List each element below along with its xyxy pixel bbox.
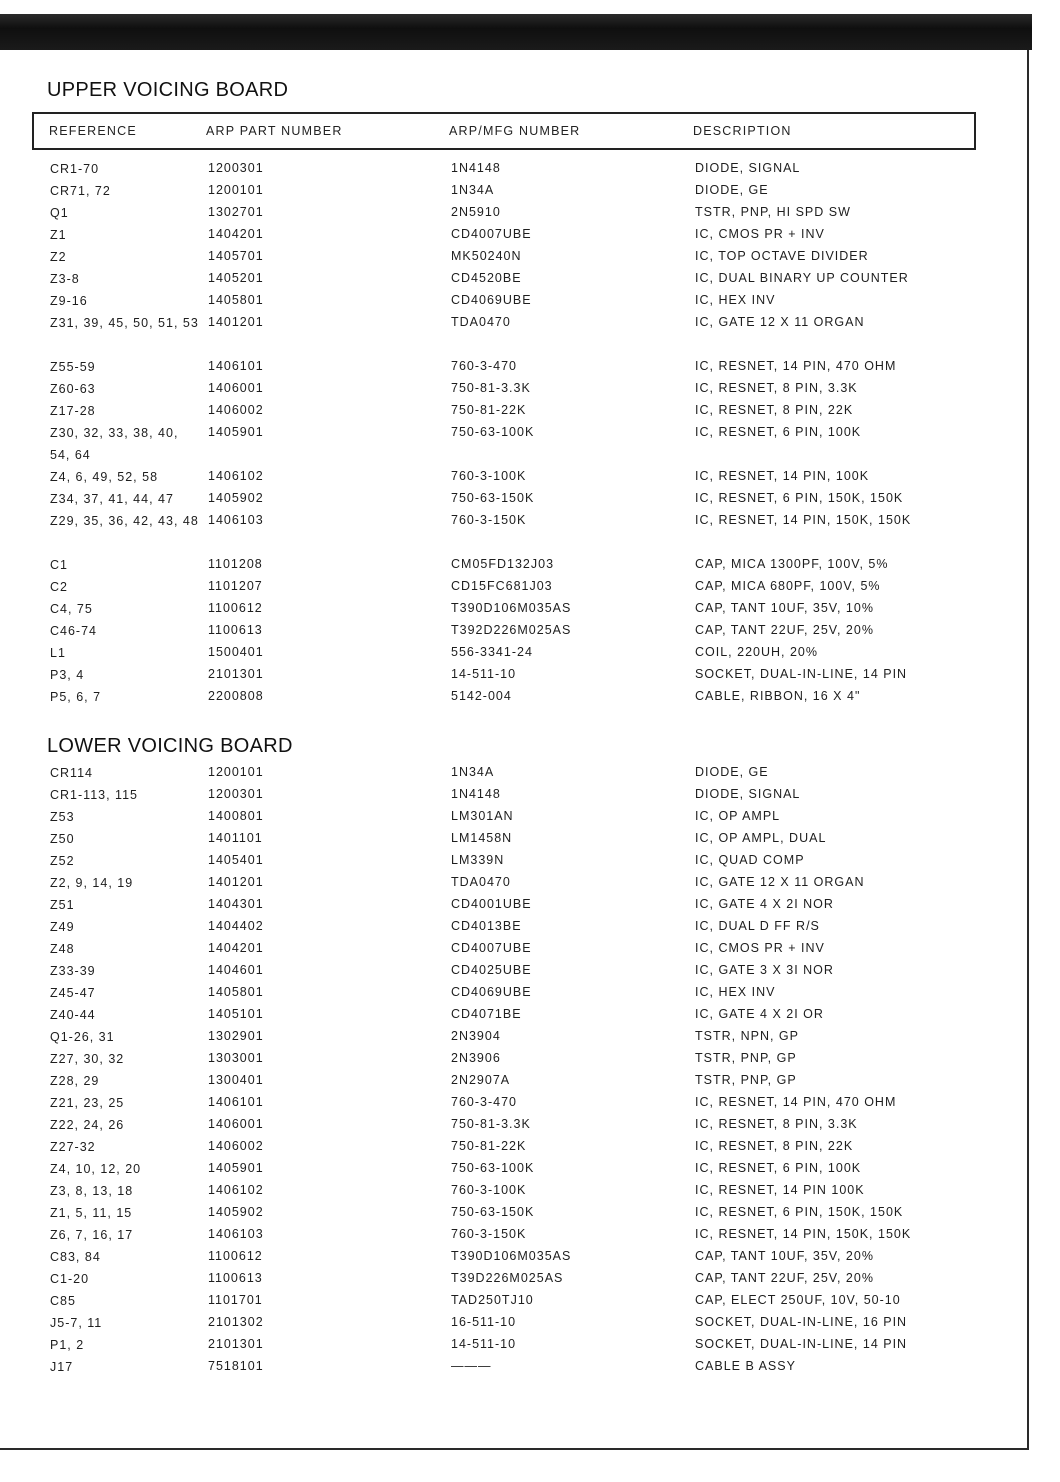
cell-reference: Z55-59	[50, 360, 96, 374]
table-row	[0, 665, 1060, 687]
cell-reference: Z3-8	[50, 272, 80, 286]
cell-mfg-number: CD4520BE	[451, 271, 522, 285]
cell-reference: L1	[50, 646, 66, 660]
cell-reference: Z22, 24, 26	[50, 1118, 125, 1132]
cell-reference: C1-20	[50, 1272, 90, 1286]
cell-mfg-number: TDA0470	[451, 875, 511, 889]
cell-description: IC, RESNET, 6 PIN, 150K, 150K	[695, 491, 904, 505]
header-reference: REFERENCE	[49, 124, 137, 138]
table-row	[0, 357, 1060, 379]
cell-description: IC, CMOS PR + INV	[695, 227, 825, 241]
cell-arp-part-number: 1404402	[208, 919, 264, 933]
table-row	[0, 577, 1060, 599]
cell-reference: Z33-39	[50, 964, 96, 978]
cell-description: IC, RESNET, 6 PIN, 100K	[695, 425, 862, 439]
cell-description: IC, RESNET, 6 PIN, 100K	[695, 1161, 862, 1175]
cell-arp-part-number: 1406001	[208, 381, 264, 395]
cell-description: IC, RESNET, 8 PIN, 22K	[695, 1139, 854, 1153]
cell-arp-part-number: 1405101	[208, 1007, 264, 1021]
cell-reference: P3, 4	[50, 668, 85, 682]
cell-arp-part-number: 1404601	[208, 963, 264, 977]
cell-description: TSTR, NPN, GP	[695, 1029, 799, 1043]
cell-arp-part-number: 1406002	[208, 403, 264, 417]
cell-description: IC, OP AMPL, DUAL	[695, 831, 827, 845]
cell-description: CAP, TANT 10UF, 35V, 20%	[695, 1249, 874, 1263]
table-row	[0, 1071, 1060, 1093]
table-row	[0, 621, 1060, 643]
table-row	[0, 851, 1060, 873]
cell-mfg-number: LM1458N	[451, 831, 513, 845]
cell-arp-part-number: 1300401	[208, 1073, 264, 1087]
cell-description: CABLE, RIBBON, 16 X 4"	[695, 689, 861, 703]
table-row	[0, 643, 1060, 665]
cell-description: IC, GATE 3 X 3I NOR	[695, 963, 834, 977]
cell-reference: Z2	[50, 250, 67, 264]
cell-description: IC, RESNET, 14 PIN 100K	[695, 1183, 865, 1197]
cell-mfg-number: CM05FD132J03	[451, 557, 555, 571]
cell-arp-part-number: 1406002	[208, 1139, 264, 1153]
cell-description: CABLE B ASSY	[695, 1359, 796, 1373]
cell-mfg-number: TAD250TJ10	[451, 1293, 534, 1307]
cell-description: CAP, MICA 680PF, 100V, 5%	[695, 579, 881, 593]
cell-mfg-number: CD4071BE	[451, 1007, 522, 1021]
table-row	[0, 1005, 1060, 1027]
cell-reference: P1, 2	[50, 1338, 85, 1352]
page-bottom-border	[0, 1448, 1029, 1450]
cell-mfg-number: CD4007UBE	[451, 227, 532, 241]
table-row	[0, 1181, 1060, 1203]
cell-description: IC, GATE 12 X 11 ORGAN	[695, 315, 865, 329]
cell-mfg-number: CD4013BE	[451, 919, 522, 933]
table-row	[0, 1203, 1060, 1225]
cell-mfg-number: 1N34A	[451, 765, 495, 779]
cell-description: IC, QUAD COMP	[695, 853, 805, 867]
cell-arp-part-number: 1200101	[208, 183, 264, 197]
cell-arp-part-number: 1405701	[208, 249, 264, 263]
cell-mfg-number: 1N4148	[451, 161, 501, 175]
table-row	[0, 269, 1060, 291]
cell-arp-part-number: 1401201	[208, 315, 264, 329]
cell-mfg-number: 760-3-100K	[451, 1183, 527, 1197]
cell-reference: Z49	[50, 920, 75, 934]
cell-mfg-number: 760-3-100K	[451, 469, 527, 483]
cell-reference: Z2, 9, 14, 19	[50, 876, 134, 890]
cell-arp-part-number: 1406101	[208, 359, 264, 373]
cell-reference: CR71, 72	[50, 184, 111, 198]
cell-mfg-number: 750-81-3.3K	[451, 1117, 531, 1131]
cell-description: CAP, ELECT 250UF, 10V, 50-10	[695, 1293, 901, 1307]
cell-arp-part-number: 1100613	[208, 1271, 263, 1285]
cell-arp-part-number: 1406102	[208, 469, 264, 483]
cell-mfg-number: 750-63-100K	[451, 1161, 535, 1175]
cell-arp-part-number: 1200301	[208, 161, 264, 175]
cell-reference: Z31, 39, 45, 50, 51, 53	[50, 316, 199, 330]
table-row	[0, 961, 1060, 983]
cell-reference: Z53	[50, 810, 75, 824]
cell-arp-part-number: 1405901	[208, 1161, 264, 1175]
table-row	[0, 1225, 1060, 1247]
cell-arp-part-number: 1405901	[208, 425, 264, 439]
cell-reference: Z51	[50, 898, 75, 912]
table-row	[0, 1247, 1060, 1269]
cell-arp-part-number: 2101301	[208, 667, 264, 681]
table-row	[0, 687, 1060, 709]
table-row	[0, 1093, 1060, 1115]
cell-reference: Z60-63	[50, 382, 96, 396]
table-row	[0, 873, 1060, 895]
cell-mfg-number: 556-3341-24	[451, 645, 533, 659]
cell-mfg-number: 14-511-10	[451, 1337, 517, 1351]
cell-reference: Z1, 5, 11, 15	[50, 1206, 133, 1220]
cell-reference: Z52	[50, 854, 75, 868]
cell-mfg-number: T390D106M035AS	[451, 601, 572, 615]
cell-mfg-number: LM301AN	[451, 809, 514, 823]
cell-description: CAP, TANT 22UF, 25V, 20%	[695, 623, 874, 637]
table-row	[0, 225, 1060, 247]
cell-arp-part-number: 1406001	[208, 1117, 264, 1131]
cell-mfg-number: 760-3-150K	[451, 1227, 527, 1241]
cell-description: SOCKET, DUAL-IN-LINE, 16 PIN	[695, 1315, 908, 1329]
cell-description: IC, HEX INV	[695, 293, 776, 307]
cell-arp-part-number: 1302701	[208, 205, 264, 219]
cell-reference: C2	[50, 580, 68, 594]
cell-reference: Z40-44	[50, 1008, 96, 1022]
upper-parts-list	[0, 159, 1060, 709]
cell-reference: Z34, 37, 41, 44, 47	[50, 492, 174, 506]
table-row	[0, 1291, 1060, 1313]
cell-mfg-number: CD4007UBE	[451, 941, 532, 955]
table-row	[0, 785, 1060, 807]
table-row	[0, 1115, 1060, 1137]
cell-mfg-number: ———	[451, 1359, 492, 1373]
cell-reference: Z3, 8, 13, 18	[50, 1184, 134, 1198]
cell-reference: C85	[50, 1294, 76, 1308]
table-row	[0, 291, 1060, 313]
cell-description: IC, RESNET, 6 PIN, 150K, 150K	[695, 1205, 904, 1219]
cell-mfg-number: 1N34A	[451, 183, 495, 197]
table-row	[0, 1159, 1060, 1181]
cell-reference: CR1-70	[50, 162, 100, 176]
table-row	[0, 763, 1060, 785]
cell-description: TSTR, PNP, HI SPD SW	[695, 205, 851, 219]
cell-reference: Z48	[50, 942, 75, 956]
cell-description: DIODE, SIGNAL	[695, 161, 801, 175]
cell-arp-part-number: 1405801	[208, 985, 264, 999]
cell-description: IC, GATE 12 X 11 ORGAN	[695, 875, 865, 889]
cell-mfg-number: LM339N	[451, 853, 505, 867]
table-row	[0, 829, 1060, 851]
cell-mfg-number: 750-63-150K	[451, 1205, 535, 1219]
table-row	[0, 203, 1060, 225]
cell-arp-part-number: 1404201	[208, 941, 264, 955]
header-arp-mfg-number: ARP/MFG NUMBER	[449, 124, 581, 138]
cell-mfg-number: 1N4148	[451, 787, 501, 801]
scan-top-bar	[0, 14, 1032, 50]
cell-mfg-number: 5142-004	[451, 689, 512, 703]
cell-description: IC, RESNET, 14 PIN, 470 OHM	[695, 1095, 897, 1109]
cell-mfg-number: 760-3-150K	[451, 513, 527, 527]
cell-mfg-number: CD15FC681J03	[451, 579, 553, 593]
cell-description: IC, RESNET, 8 PIN, 3.3K	[695, 381, 858, 395]
cell-mfg-number: CD4069UBE	[451, 293, 532, 307]
table-row	[0, 939, 1060, 961]
cell-arp-part-number: 1101207	[208, 579, 263, 593]
cell-description: IC, RESNET, 8 PIN, 3.3K	[695, 1117, 858, 1131]
cell-description: IC, TOP OCTAVE DIVIDER	[695, 249, 869, 263]
cell-reference: Z6, 7, 16, 17	[50, 1228, 134, 1242]
cell-mfg-number: 750-63-100K	[451, 425, 535, 439]
cell-arp-part-number: 1404201	[208, 227, 264, 241]
cell-arp-part-number: 1404301	[208, 897, 264, 911]
cell-description: DIODE, SIGNAL	[695, 787, 801, 801]
cell-description: SOCKET, DUAL-IN-LINE, 14 PIN	[695, 1337, 908, 1351]
table-row	[0, 467, 1060, 489]
cell-description: DIODE, GE	[695, 183, 769, 197]
cell-arp-part-number: 1101208	[208, 557, 263, 571]
cell-arp-part-number: 2101301	[208, 1337, 264, 1351]
cell-reference: Z4, 10, 12, 20	[50, 1162, 142, 1176]
cell-mfg-number: 16-511-10	[451, 1315, 517, 1329]
cell-arp-part-number: 1401201	[208, 875, 264, 889]
cell-arp-part-number: 1405201	[208, 271, 264, 285]
lower-parts-list	[0, 763, 1060, 1379]
cell-arp-part-number: 2101302	[208, 1315, 264, 1329]
cell-description: IC, CMOS PR + INV	[695, 941, 825, 955]
cell-mfg-number: 2N5910	[451, 205, 501, 219]
cell-description: COIL, 220UH, 20%	[695, 645, 818, 659]
cell-arp-part-number: 2200808	[208, 689, 264, 703]
cell-reference: Z21, 23, 25	[50, 1096, 125, 1110]
cell-arp-part-number: 7518101	[208, 1359, 264, 1373]
cell-reference: J17	[50, 1360, 74, 1374]
cell-mfg-number: CD4001UBE	[451, 897, 532, 911]
cell-arp-part-number: 1100612	[208, 601, 263, 615]
table-row	[0, 1335, 1060, 1357]
cell-description: IC, GATE 4 X 2I NOR	[695, 897, 834, 911]
cell-arp-part-number: 1500401	[208, 645, 264, 659]
cell-arp-part-number: 1303001	[208, 1051, 264, 1065]
cell-arp-part-number: 1405801	[208, 293, 264, 307]
cell-description: IC, RESNET, 14 PIN, 470 OHM	[695, 359, 897, 373]
cell-reference: Z29, 35, 36, 42, 43, 48	[50, 514, 199, 528]
cell-description: TSTR, PNP, GP	[695, 1051, 797, 1065]
table-row	[0, 895, 1060, 917]
cell-description: TSTR, PNP, GP	[695, 1073, 797, 1087]
table-row	[0, 247, 1060, 269]
cell-description: IC, RESNET, 14 PIN, 100K	[695, 469, 870, 483]
cell-description: CAP, MICA 1300PF, 100V, 5%	[695, 557, 889, 571]
cell-arp-part-number: 1406101	[208, 1095, 264, 1109]
header-arp-part-number: ARP PART NUMBER	[206, 124, 343, 138]
cell-description: IC, HEX INV	[695, 985, 776, 999]
cell-arp-part-number: 1200301	[208, 787, 264, 801]
table-row	[0, 1313, 1060, 1335]
table-row	[0, 555, 1060, 577]
cell-mfg-number: T39D226M025AS	[451, 1271, 564, 1285]
cell-description: IC, RESNET, 14 PIN, 150K, 150K	[695, 1227, 912, 1241]
cell-description: CAP, TANT 10UF, 35V, 10%	[695, 601, 874, 615]
cell-description: IC, GATE 4 X 2I OR	[695, 1007, 824, 1021]
cell-description: DIODE, GE	[695, 765, 769, 779]
table-row	[0, 181, 1060, 203]
cell-arp-part-number: 1405401	[208, 853, 264, 867]
table-row	[0, 1027, 1060, 1049]
cell-description: SOCKET, DUAL-IN-LINE, 14 PIN	[695, 667, 908, 681]
cell-mfg-number: 750-81-3.3K	[451, 381, 531, 395]
cell-mfg-number: 750-81-22K	[451, 1139, 527, 1153]
cell-arp-part-number: 1200101	[208, 765, 264, 779]
table-row	[0, 917, 1060, 939]
cell-arp-part-number: 1401101	[208, 831, 263, 845]
cell-mfg-number: T390D106M035AS	[451, 1249, 572, 1263]
cell-mfg-number: 2N3904	[451, 1029, 501, 1043]
cell-arp-part-number: 1302901	[208, 1029, 264, 1043]
cell-arp-part-number: 1406102	[208, 1183, 264, 1197]
cell-reference: CR114	[50, 766, 93, 780]
cell-reference: C1	[50, 558, 68, 572]
cell-reference: Z1	[50, 228, 67, 242]
cell-arp-part-number: 1405902	[208, 491, 264, 505]
cell-reference: Z9-16	[50, 294, 88, 308]
cell-arp-part-number: 1400801	[208, 809, 264, 823]
cell-mfg-number: 14-511-10	[451, 667, 517, 681]
cell-reference: C4, 75	[50, 602, 93, 616]
table-row	[0, 1137, 1060, 1159]
cell-reference: CR1-113, 115	[50, 788, 138, 802]
table-row	[0, 379, 1060, 401]
cell-mfg-number: 2N3906	[451, 1051, 501, 1065]
lower-section-title: LOWER VOICING BOARD	[47, 735, 293, 757]
cell-reference: P5, 6, 7	[50, 690, 102, 704]
cell-description: IC, OP AMPL	[695, 809, 781, 823]
cell-description: IC, DUAL D FF R/S	[695, 919, 820, 933]
cell-mfg-number: TDA0470	[451, 315, 511, 329]
cell-reference: Z28, 29	[50, 1074, 100, 1088]
cell-arp-part-number: 1406103	[208, 513, 264, 527]
cell-reference: Z45-47	[50, 986, 96, 1000]
cell-reference: Z17-28	[50, 404, 96, 418]
cell-reference: Z4, 6, 49, 52, 58	[50, 470, 159, 484]
table-row	[0, 807, 1060, 829]
table-row	[0, 423, 1060, 467]
cell-arp-part-number: 1100612	[208, 1249, 263, 1263]
cell-description: CAP, TANT 22UF, 25V, 20%	[695, 1271, 874, 1285]
table-row	[0, 599, 1060, 621]
cell-reference: Z30, 32, 33, 38, 40, 54, 64	[50, 426, 179, 462]
cell-reference: Q1	[50, 206, 69, 220]
upper-section-title: UPPER VOICING BOARD	[47, 79, 289, 101]
cell-description: IC, RESNET, 8 PIN, 22K	[695, 403, 854, 417]
cell-mfg-number: MK50240N	[451, 249, 522, 263]
table-row	[0, 159, 1060, 181]
cell-description: IC, RESNET, 14 PIN, 150K, 150K	[695, 513, 912, 527]
cell-mfg-number: CD4025UBE	[451, 963, 532, 977]
cell-arp-part-number: 1100613	[208, 623, 263, 637]
cell-reference: C46-74	[50, 624, 97, 638]
table-row	[0, 1269, 1060, 1291]
table-row	[0, 313, 1060, 357]
cell-mfg-number: 750-81-22K	[451, 403, 527, 417]
cell-reference: C83, 84	[50, 1250, 101, 1264]
table-header	[32, 112, 976, 150]
cell-reference: Z50	[50, 832, 75, 846]
table-row	[0, 983, 1060, 1005]
table-row	[0, 511, 1060, 555]
cell-arp-part-number: 1101701	[208, 1293, 263, 1307]
cell-description: IC, DUAL BINARY UP COUNTER	[695, 271, 909, 285]
cell-mfg-number: 2N2907A	[451, 1073, 511, 1087]
cell-reference: Z27-32	[50, 1140, 96, 1154]
table-row	[0, 1357, 1060, 1379]
cell-mfg-number: 750-63-150K	[451, 491, 535, 505]
table-row	[0, 489, 1060, 511]
cell-mfg-number: 760-3-470	[451, 359, 517, 373]
table-row	[0, 1049, 1060, 1071]
cell-reference: Q1-26, 31	[50, 1030, 115, 1044]
cell-reference: Z27, 30, 32	[50, 1052, 125, 1066]
table-row	[0, 401, 1060, 423]
cell-mfg-number: 760-3-470	[451, 1095, 517, 1109]
cell-arp-part-number: 1405902	[208, 1205, 264, 1219]
cell-reference: J5-7, 11	[50, 1316, 103, 1330]
header-description: DESCRIPTION	[693, 124, 792, 138]
cell-arp-part-number: 1406103	[208, 1227, 264, 1241]
cell-mfg-number: T392D226M025AS	[451, 623, 572, 637]
cell-mfg-number: CD4069UBE	[451, 985, 532, 999]
